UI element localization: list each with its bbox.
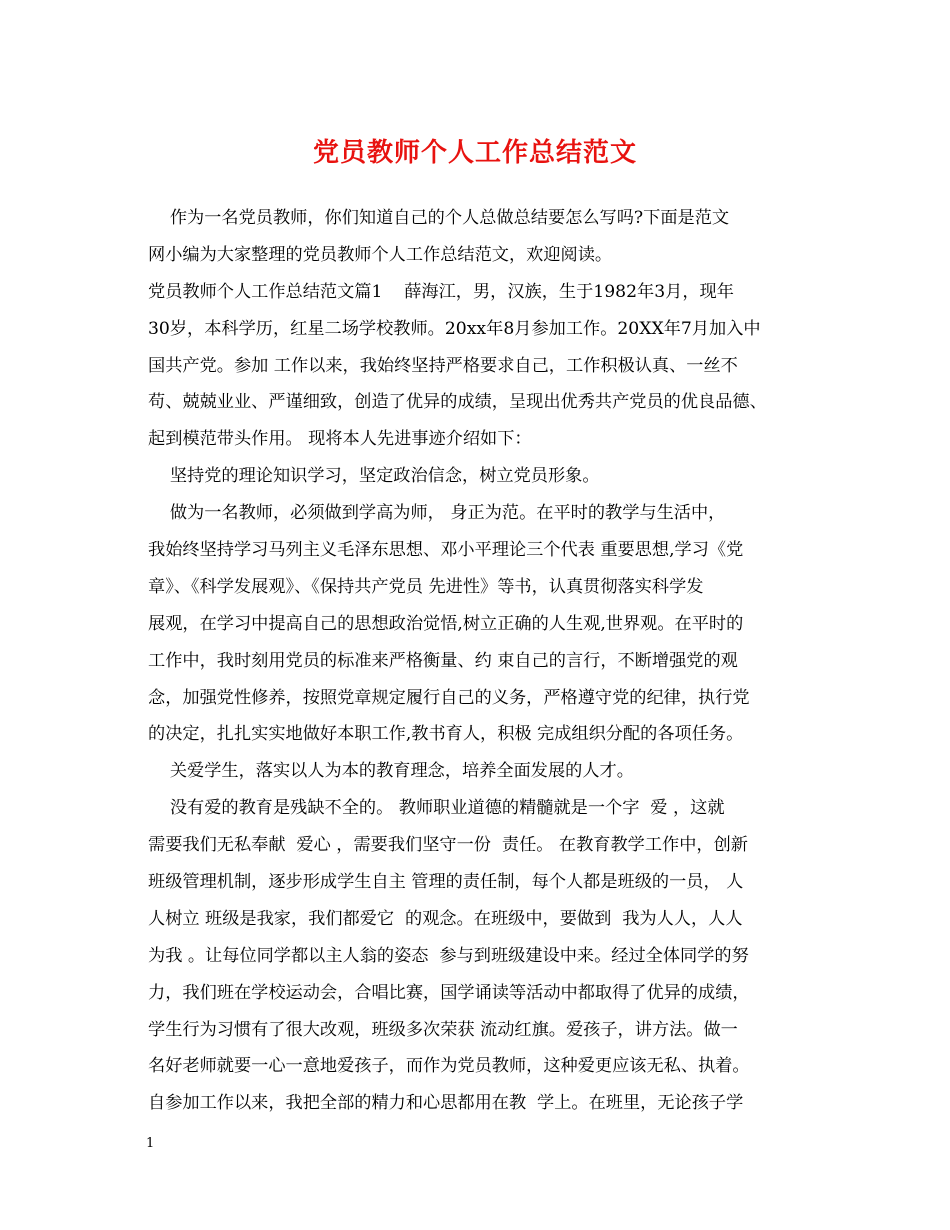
body-line: 关爱学生，落实以人为本的教育理念，培养全面发展的人才。 [148,761,634,782]
document-body [148,200,802,1122]
body-line: 念，加强党性修养，按照党章规定履行自己的义务，严格遵守党的纪律，执行党 [148,687,750,708]
page-number: 1 [146,1136,155,1151]
body-line: 网小编为大家整理的党员教师个人工作总结范文，欢迎阅读。 [148,244,613,265]
body-line: 没有爱的教育是残缺不全的。 教师职业道德的精髓就是一个字 爱 ，这就 [148,798,725,819]
body-line: 自参加工作以来，我把全部的精力和心思都用在教 学上。在班里，无论孩子学 [148,1093,744,1114]
body-line: 班级管理机制，逐步形成学生自主 管理的责任制，每个人都是班级的一员， 人 [148,872,744,893]
body-line: 起到模范带头作用。 现将本人先进事迹介绍如下： [148,429,532,450]
body-line: 为我 。让每位同学都以主人翁的姿态 参与到班级建设中来。经过全体同学的努 [148,945,749,966]
body-line: 30岁，本科学历，红星二场学校教师。20xx年8月参加工作。20XX年7月加入中 [148,318,761,339]
body-line: 需要我们无私奉献 爱心 ，需要我们坚守一份 责任。 在教育教学工作中，创新 [148,835,748,856]
body-line: 做为一名教师，必须做到学高为师， 身正为范。在平时的教学与生活中， [148,503,726,524]
body-line: 学生行为习惯有了很大改观，班级多次荣获 流动红旗。爱孩子，讲方法。做一 [148,1019,738,1040]
body-line: 党员教师个人工作总结范文篇1 薛海江，男，汉族，生于1982年3月，现年 [148,281,734,302]
body-line: 章》、《科学发展观》、《保持共产党员 先进性》等书，认真贯彻落实科学发 [148,576,704,597]
body-line: 国共产党。参加 工作以来，我始终坚持严格要求自己，工作积极认真、一丝不 [148,355,738,376]
body-line: 名好老师就要一心一意地爱孩子，而作为党员教师，这种爱更应该无私、执着。 [148,1056,750,1077]
body-line: 坚持党的理论知识学习，坚定政治信念，树立党员形象。 [148,466,600,487]
body-line: 工作中，我时刻用党员的标准来严格衡量、约 束自己的言行，不断增强党的观 [148,650,738,671]
body-line: 作为一名党员教师，你们知道自己的个人总做总结要怎么写吗?下面是范文 [148,208,730,228]
body-line: 的决定，扎扎实实地做好本职工作,教书育人，积极 完成组织分配的各项任务。 [148,724,744,745]
body-line: 苟、兢兢业业、严谨细致，创造了优异的成绩，呈现出优秀共产党员的优良品德、 [148,392,767,413]
body-line: 力，我们班在学校运动会，合唱比赛，国学诵读等活动中都取得了优异的成绩， [148,982,750,1003]
document-title: 党员教师个人工作总结范文 [312,138,637,168]
body-line: 人树立 班级是我家，我们都爱它 的观念。在班级中，要做到 我为人人，人人 [148,908,743,929]
body-line: 展观，在学习中提高自己的思想政治觉悟,树立正确的人生观,世界观。在平时的 [148,613,744,634]
body-line: 我始终坚持学习马列主义毛泽东思想、邓小平理论三个代表 重要思想,学习《党 [148,540,744,561]
